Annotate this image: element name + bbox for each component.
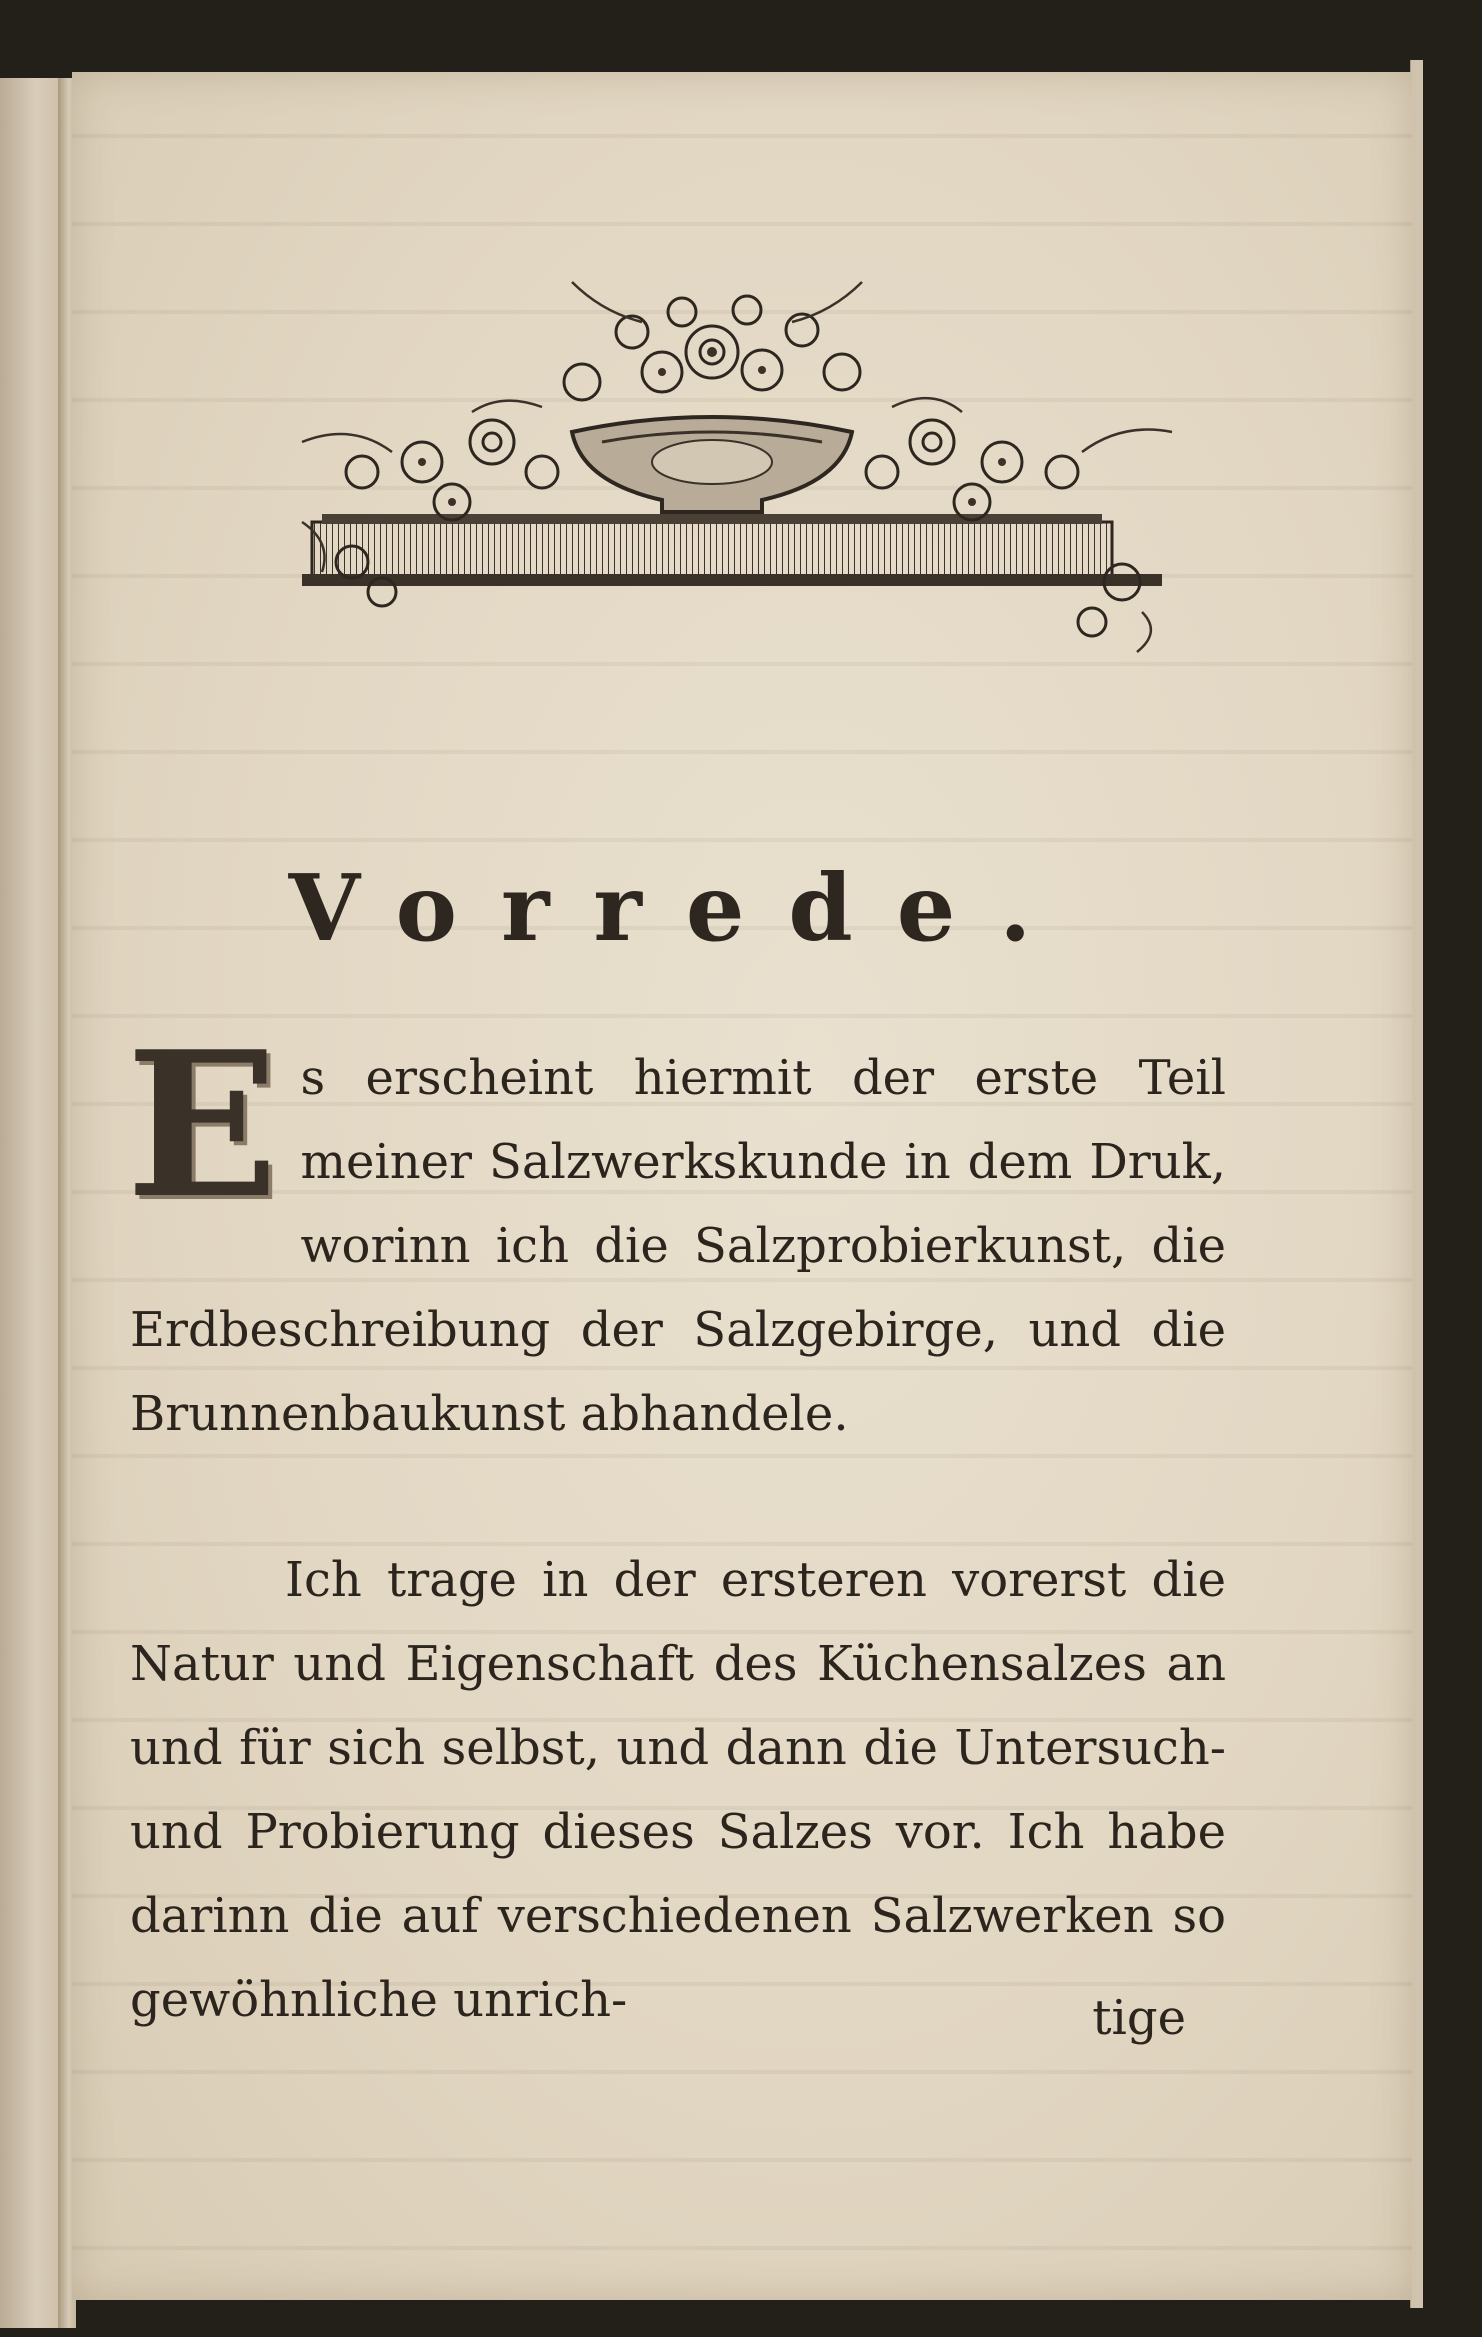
paragraph-2: Ich trage in der ersteren vorerst die Natur und Eigenschaft des Küchensalzes an und für sich selbst, und dann die Untersuch- und Probierung dieses Salzes vor. Ich habe darinn die auf verschiedenen Salzwerken so gewöhnliche unrich- xyxy=(130,1552,1226,2028)
flower-vase-ornament-icon xyxy=(242,222,1242,662)
page-title: Vorrede. xyxy=(288,854,1076,962)
catchword: tige xyxy=(1092,1990,1186,2046)
drop-cap-initial: E xyxy=(126,1008,279,1243)
paragraph-1 xyxy=(126,1008,1226,1456)
paragraph-1-text: s erscheint hiermit der erste Teil meiner Salzwerkskunde in dem Druk, worinn ich die Salzprobierkunst, die Erdbeschreibung der Salzgebirge, und die Brunnenbaukunst abhandele. xyxy=(130,1050,1226,1442)
